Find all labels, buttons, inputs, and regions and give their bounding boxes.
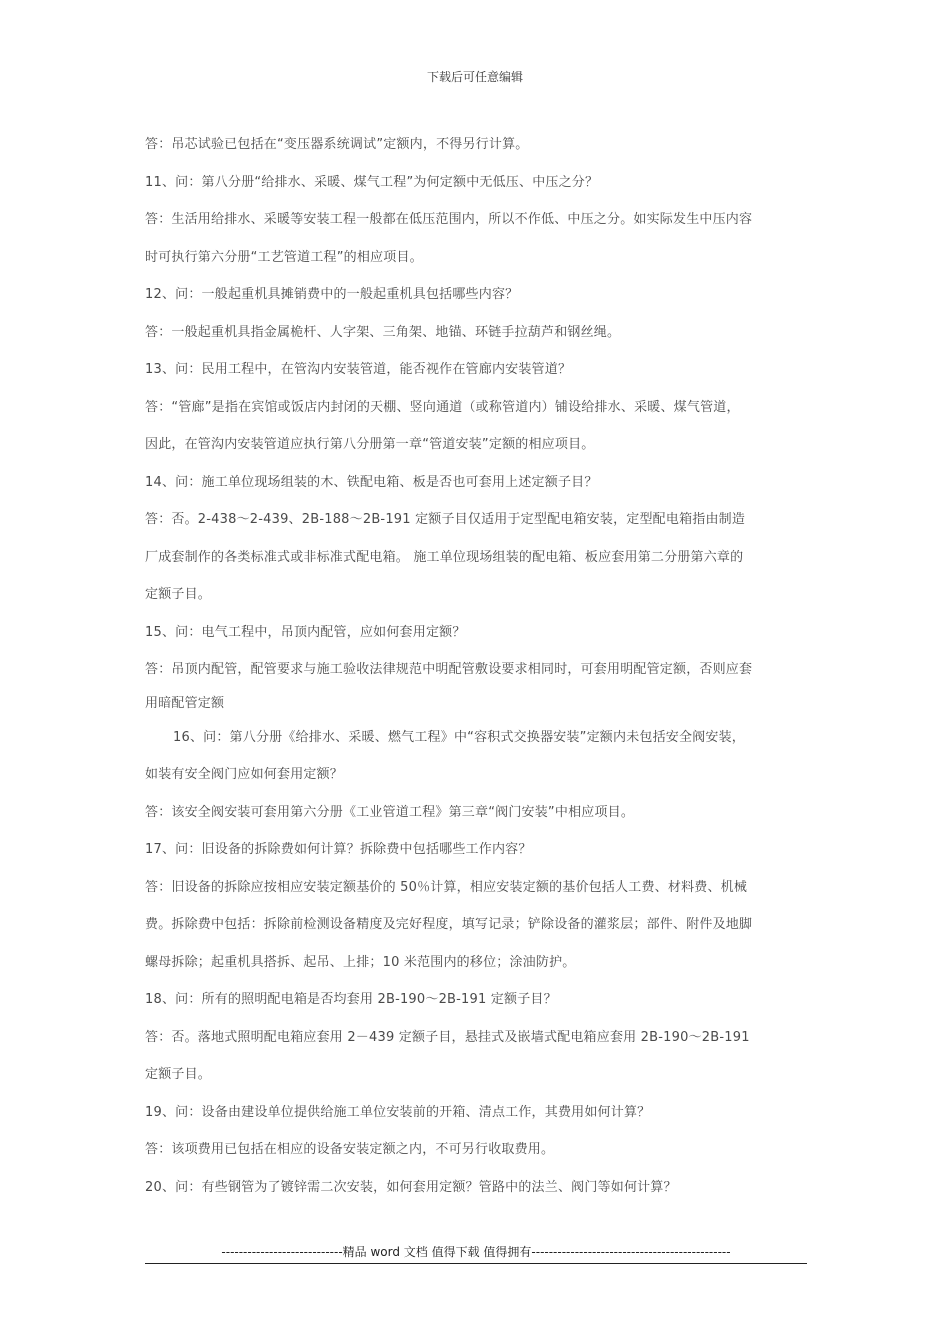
question-line: 14、问：施工单位现场组装的木、铁配电箱、板是否也可套用上述定额子目？ <box>145 474 598 490</box>
text-line: 答：吊芯试验已包括在“变压器系统调试”定额内，不得另行计算。 <box>145 137 529 152</box>
text-line: 答：生活用给排水、采暖等安装工程一般都在低压范围内，所以不作低、中压之分。如实际发生中压内容 <box>145 212 753 227</box>
text-line: 厂成套制作的各类标准式或非标准式配电箱。 施工单位现场组装的配电箱、板应套用第二分册第六章的 <box>145 549 744 565</box>
question-line: 12、问：一般起重机具摊销费中的一般起重机具包括哪些内容？ <box>145 287 519 302</box>
text-line: 螺母拆除；起重机具搭拆、起吊、上排；10 米范围内的移位；涂油防护。 <box>145 954 576 970</box>
text-line: 答：否。落地式照明配电箱应套用 2－439 定额子目，悬挂式及嵌墙式配电箱应套用 2B-190～2B-191 <box>145 1029 750 1045</box>
text-line: 用暗配管定额 <box>145 695 225 711</box>
text-line: 答：该安全阀安装可套用第六分册《工业管道工程》第三章“阀门安装”中相应项目。 <box>145 804 635 820</box>
question-line: 16、问：第八分册《给排水、采暖、燃气工程》中“容积式交换器安装”定额内未包括安全阀安装， <box>173 729 746 745</box>
text-line: 答：旧设备的拆除应按相应安装定额基价的 50％计算，相应安装定额的基价包括人工费、材料费、机械 <box>145 879 748 895</box>
question-line: 11、问：第八分册“给排水、采暖、煤气工程”为何定额中无低压、中压之分？ <box>145 174 599 190</box>
question-line: 18、问：所有的照明配电箱是否均套用 2B-190～2B-191 定额子目？ <box>145 992 557 1007</box>
text-line: 时可执行第六分册“工艺管道工程”的相应项目。 <box>145 249 423 265</box>
question-line: 19、问：设备由建设单位提供给施工单位安装前的开箱、清点工作，其费用如何计算？ <box>145 1104 651 1120</box>
text-line: 答：否。2-438～2-439、2B-188～2B-191 定额子目仅适用于定型配电箱安装，定型配电箱指由制造 <box>145 512 746 527</box>
question-line: 20、问：有些钢管为了镀锌需二次安装，如何套用定额？管路中的法兰、阀门等如何计算？ <box>145 1179 677 1195</box>
page-footer: ----------------------------精品 word 文档 值得下载 值得拥有---------------------------------------------- <box>221 1245 731 1259</box>
document-body <box>145 126 807 1206</box>
text-line: 费。拆除费中包括：拆除前检测设备精度及完好程度，填写记录；铲除设备的灌浆层；部件、附件及地脚 <box>145 917 753 932</box>
footer-divider <box>145 1263 807 1264</box>
text-line: 定额子目。 <box>145 1067 212 1082</box>
text-line: 答：“管廊”是指在宾馆或饭店内封闭的天棚、竖向通道（或称管道内）铺设给排水、采暖、煤气管道， <box>145 399 740 415</box>
text-line: 定额子目。 <box>145 587 212 602</box>
question-line: 15、问：电气工程中，吊顶内配管，应如何套用定额？ <box>145 624 466 640</box>
text-line: 因此，在管沟内安装管道应执行第八分册第一章“管道安装”定额的相应项目。 <box>145 437 595 452</box>
text-line: 答：该项费用已包括在相应的设备安装定额之内，不可另行收取费用。 <box>145 1142 555 1157</box>
question-line: 13、问：民用工程中，在管沟内安装管道，能否视作在管廊内安装管道？ <box>145 362 572 377</box>
text-line: 如装有安全阀门应如何套用定额？ <box>145 767 344 782</box>
text-line: 答：吊顶内配管，配管要求与施工验收法律规范中明配管敷设要求相同时，可套用明配管定额，否则应套 <box>145 662 753 677</box>
text-line: 答：一般起重机具指金属桅杆、人字架、三角架、地锚、环链手拉葫芦和钢丝绳。 <box>145 324 621 340</box>
question-line: 17、问：旧设备的拆除费如何计算？拆除费中包括哪些工作内容？ <box>145 842 532 857</box>
page-header: 下载后可任意编辑 <box>426 70 523 84</box>
